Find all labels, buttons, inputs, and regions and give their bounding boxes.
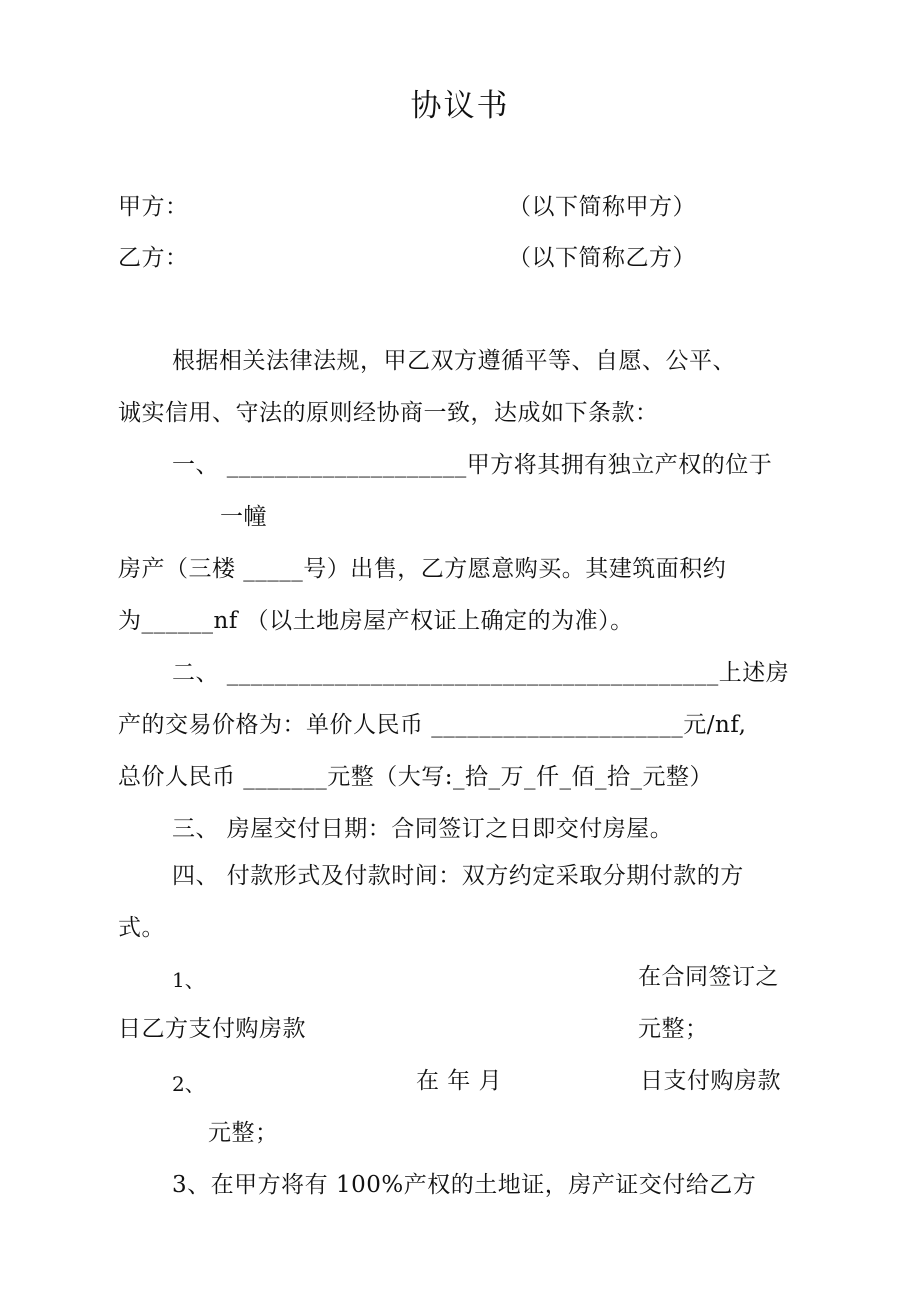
clause-2-line-2: 产的交易价格为：单价人民币 _____________________元/nf,	[118, 712, 747, 738]
payment-2-right-text: 日支付购房款	[640, 1068, 781, 1094]
clause-2-line-3: 总价人民币 _______元整（大写:_拾_万_仟_佰_拾_元整）	[118, 764, 714, 790]
clause-2-line-1: 二、 _________________________________________上述房	[172, 660, 790, 686]
party-a-label: 甲方：	[118, 194, 189, 220]
clause-3-line-1: 三、 房屋交付日期：合同签订之日即交付房屋。	[172, 816, 674, 842]
clause-1-line-1: 一、 ____________________甲方将其拥有独立产权的位于	[172, 452, 773, 478]
payment-2-line-2: 元整；	[208, 1120, 279, 1146]
payment-3-line-1: 3、在甲方将有 100%产权的土地证，房产证交付给乙方	[172, 1172, 757, 1198]
clause-4-line-2: 式。	[118, 915, 165, 941]
clause-1-line-3: 房产（三楼 _____号）出售，乙方愿意购买。其建筑面积约	[118, 556, 727, 582]
payment-1-line-2-left: 日乙方支付购房款	[118, 1016, 306, 1042]
clause-1-line-2: 一幢	[220, 504, 267, 530]
party-b-note: （以下简称乙方）	[508, 245, 696, 271]
payment-1-right-text: 在合同签订之	[638, 964, 779, 990]
intro-line-1: 根据相关法律法规，甲乙双方遵循平等、自愿、公平、	[172, 348, 736, 374]
party-b-label: 乙方：	[118, 245, 189, 271]
intro-line-2: 诚实信用、守法的原则经协商一致，达成如下条款：	[118, 400, 659, 426]
document-title: 协议书	[410, 88, 510, 124]
payment-1-number: 1、	[172, 968, 205, 992]
payment-1-line-2-right: 元整；	[638, 1016, 709, 1042]
clause-1-line-4: 为______nf （以土地房屋产权证上确定的为准）。	[118, 608, 634, 634]
payment-2-date-text: 在 年 月	[416, 1068, 503, 1094]
clause-4-line-1: 四、 付款形式及付款时间：双方约定采取分期付款的方	[172, 863, 744, 889]
party-a-note: （以下简称甲方）	[508, 194, 696, 220]
payment-2-number: 2、	[172, 1072, 205, 1096]
